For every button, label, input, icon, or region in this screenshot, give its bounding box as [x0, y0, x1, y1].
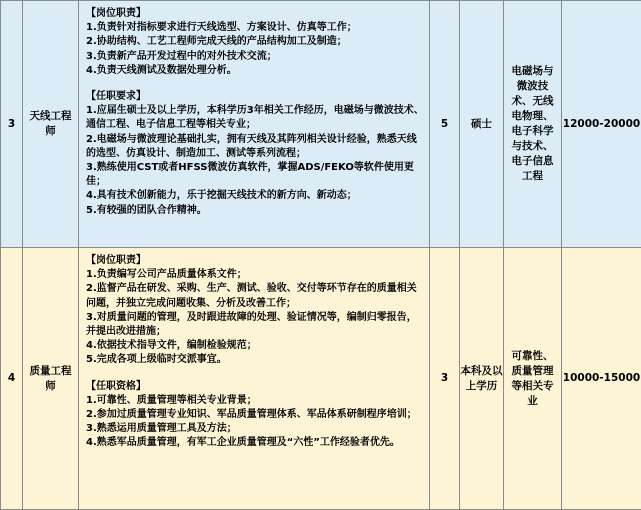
requirement-item: 4.熟悉军品质量管理，有军工企业质量管理及“六性”工作经验者优先。: [86, 436, 425, 450]
duty-item: 4.负责天线测试及数据处理分析。: [86, 64, 425, 78]
requirement-item: 3.熟练使用CST或者HFSS微波仿真软件，掌握ADS/FEKO等软件使用更佳；: [86, 161, 425, 189]
major: 电磁场与微波技术、无线电物理、电子科学与技术、电子信息工程: [504, 1, 562, 248]
duty-item: 1.负责编写公司产品质量体系文件；: [86, 268, 425, 282]
requirements-heading: 【任职资格】: [86, 380, 425, 394]
duty-item: 2.监督产品在研发、采购、生产、测试、验收、交付等环节存在的质量相关问题，并独立完成问题收集、分析及改善工作；: [86, 282, 425, 310]
salary: 10000-15000: [562, 248, 641, 510]
education: 本科及以上学历: [460, 248, 504, 510]
table-row: [1, 248, 641, 510]
requirement-item: 1.应届生硕士及以上学历，本科学历3年相关工作经历，电磁场与微波技术、通信工程、电子信息工程等相关专业；: [86, 104, 425, 132]
job-title: 天线工程师: [23, 1, 79, 248]
duty-item: 2.协助结构、工艺工程师完成天线的产品结构加工及制造；: [86, 35, 425, 49]
duty-item: 3.负责新产品开发过程中的对外技术交流；: [86, 50, 425, 64]
duty-item: 4.依据技术指导文件，编制检验规范；: [86, 339, 425, 353]
requirement-item: 4.具有技术创新能力，乐于挖掘天线技术的新方向、新动态；: [86, 189, 425, 203]
requirement-item: 2.参加过质量管理专业知识、军品质量管理体系、军品体系研制程序培训；: [86, 408, 425, 422]
duties-heading: 【岗位职责】: [86, 254, 425, 268]
headcount: 3: [430, 248, 460, 510]
job-description: [79, 1, 430, 248]
row-index: 4: [1, 248, 23, 510]
duty-item: 5.完成各项上级临时交派事宜。: [86, 353, 425, 367]
job-description: [79, 248, 430, 510]
duties-heading: 【岗位职责】: [86, 7, 425, 21]
major: 可靠性、质量管理等相关专业: [504, 248, 562, 510]
requirement-item: 3.熟悉运用质量管理工具及方法；: [86, 422, 425, 436]
education: 硕士: [460, 1, 504, 248]
requirement-item: 1.可靠性、质量管理等相关专业背景；: [86, 394, 425, 408]
salary: 12000-20000: [562, 1, 641, 248]
requirement-item: 5.有较强的团队合作精神。: [86, 204, 425, 218]
headcount: 5: [430, 1, 460, 248]
duty-item: 1.负责针对指标要求进行天线选型、方案设计、仿真等工作；: [86, 21, 425, 35]
row-index: 3: [1, 1, 23, 248]
job-title: 质量工程师: [23, 248, 79, 510]
duty-item: 3.对质量问题的管理，及时跟进故障的处理、验证情况等，编制归零报告，并提出改进措施；: [86, 311, 425, 339]
requirements-heading: 【任职要求】: [86, 90, 425, 104]
requirement-item: 2.电磁场与微波理论基础扎实，拥有天线及其阵列相关设计经验，熟悉天线的选型、仿真设计、制造加工、测试等系列流程；: [86, 133, 425, 161]
table-row: [1, 1, 641, 248]
